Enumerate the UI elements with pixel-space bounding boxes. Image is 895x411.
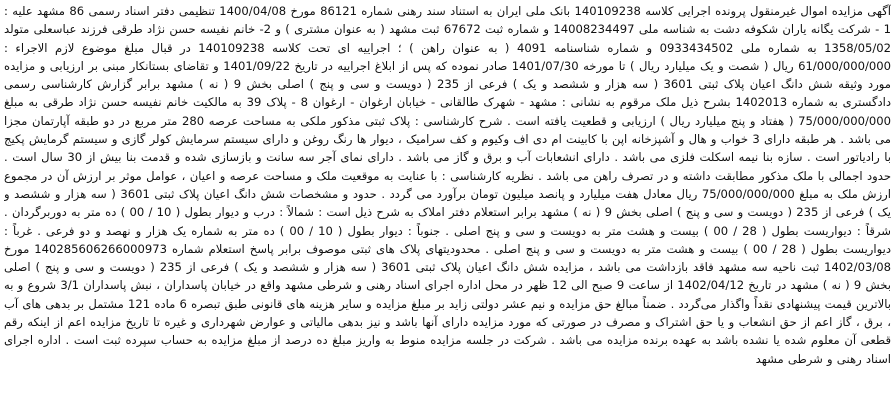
auction-notice	[4, 2, 891, 409]
notice-text: آگهی مزایده اموال غیرمنقول پرونده اجرایی کلاسه 140109238 بانک ملی ایران به استناد سند رهنی شماره 86121 مورخ 1400/04/08 تنظیمی دفتر اسناد رسمی 86 مشهد علیه : 1 - شرکت یگانه یاران شکوفه دشت به شناسه ملی 14008234497 و شماره ثبت 67672 ثبت مشهد ( به عنوان مشتری ) و 2- خانم نفیسه حسن نژاد طرقی فرزند عباسعلی متولد 1358/05/02 به شماره ملی 0933434502 و شماره شناسنامه 4091 ( به عنوان راهن ) ؛ اجراییه ای تحت کلاسه 140109238 در قبال مبلغ موضوع لازم الاجراء : 61/000/000/000 ریال ( شصت و یک میلیارد ریال ) تا مورخه 1401/07/30 صادر نموده که پس از ابلاغ اجراییه در تاریخ 1401/09/22 و تقاضای بستانکار مبنی بر ارزیابی و مزایده مورد وثیقه شش دانگ اعیان پلاک ثبتی 3601 ( سه هزار و ششصد و یک ) فرعی از 235 ( دویست و سی و پنج ) اصلی بخش 9 ( نه ) مشهد برابر گزارش کارشناسی رسمی دادگستری به شماره 1402013 بشرح ذیل ملک مرقوم به نشانی : مشهد - شهرک طالقانی - خیابان ارغوان - ارغوان 8 - پلاک 39 به مالکیت خانم نفیسه حسن نژاد طرقی به مبلغ 75/000/000/000 ( هفتاد و پنج میلیارد ریال ) ارزیابی و قطعیت یافته است . شرح کارشناسی : پلاک ثبتی مذکور ملکی به مساحت عرصه 280 متر مربع در دو طبقه آپارتمان مجزا می باشد . هر طبقه دارای 3 خواب و هال و آشپزخانه اپن با کابینت ام دی اف وکیوم و کف سرامیک ، دیوار ها رنگ روغن و دارای سیستم سرمایش کولر گازی و سیستم گرمایش پکیج با رادیاتور است . سازه بنا نیمه اسکلت فلزی می باشد . دارای انشعابات آب و برق و گاز می باشد . دارای نمای آجر سه سانت و بازسازی شده و قدمت بنا بیش از 30 سال است . حدود اجمالی با ملک مذکور مطابقت داشته و در تصرف راهن می باشد . نظریه کارشناسی : با عنایت به موقعیت ملک و مساحت عرصه و اعیان ، عوامل موثر بر ارزش آن در مجموع ارزش ملک به مبلغ 75/000/000/000 ریال معادل هفت میلیارد و پانصد میلیون تومان برآورد می گردد . حدود و مشخصات شش دانگ اعیان پلاک ثبتی 3601 ( سه هزار و ششصد و یک ) فرعی از 235 ( دویست و سی و پنج ) اصلی بخش 9 ( نه ) مشهد برابر استعلام دفتر املاک به شرح ذیل است : شمالاً : درب و دیوار بطول ( 10 / 00 ) ده متر به دوربرگردان . شرقاً : دیواریست بطول ( 28 / 00 ) بیست و هشت متر به دویست و سی و پنج اصلی . جنوباً : دیوار بطول ( 10 / 00 ) ده متر به شماره یک هزار و نهصد و دو فرعی . غرباً : دیواریست بطول ( 28 / 00 ) بیست و هشت متر به دویست و سی و پنج اصلی . محدودیتهای پلاک های ثبتی موصوف برابر پاسخ استعلام شماره 140285606266000973 مورخ 1402/03/08 ثبت ناحیه سه مشهد فاقد بازداشت می باشد ، مزایده شش دانگ اعیان پلاک ثبتی 3601 ( سه هزار و ششصد و یک ) فرعی از 235 ( دویست و سی و پنج ) اصلی بخش 9 ( نه ) مشهد در تاریخ 1402/04/12 از ساعت 9 صبح الی 12 ظهر در محل اداره اجرای اسناد رهنی و شرطی مشهد واقع در خیابان پاسداران ، نبش پاسداران 3/1 شروع و به بالاترین قیمت پیشنهادی نقداً واگذار می‌گردد . ضمناً مبالغ حق مزایده و نیم عشر دولتی زاید بر مبلغ مزایده و سایر هزینه های قانونی طبق تبصره 6 ماده 121 مشتمل بر بدهی های آب ، برق ، گاز اعم از حق انشعاب و یا حق اشتراک و مصرف در صورتی که مورد مزایده دارای آنها باشد و نیز بدهی مالیاتی و عوارض شهرداری و غیره تا تاریخ مزایده اعم از اینکه رقم قطعی آن معلوم شده یا نشده باشد به عهده برنده مزایده می باشد . شرکت در جلسه مزایده منوط به واریز مبلغ ده درصد از مبلغ مزایده به حساب سپرده ثبت است . اداره اجرای اسناد رهنی و شرطی مشهد	[4, 4, 891, 366]
